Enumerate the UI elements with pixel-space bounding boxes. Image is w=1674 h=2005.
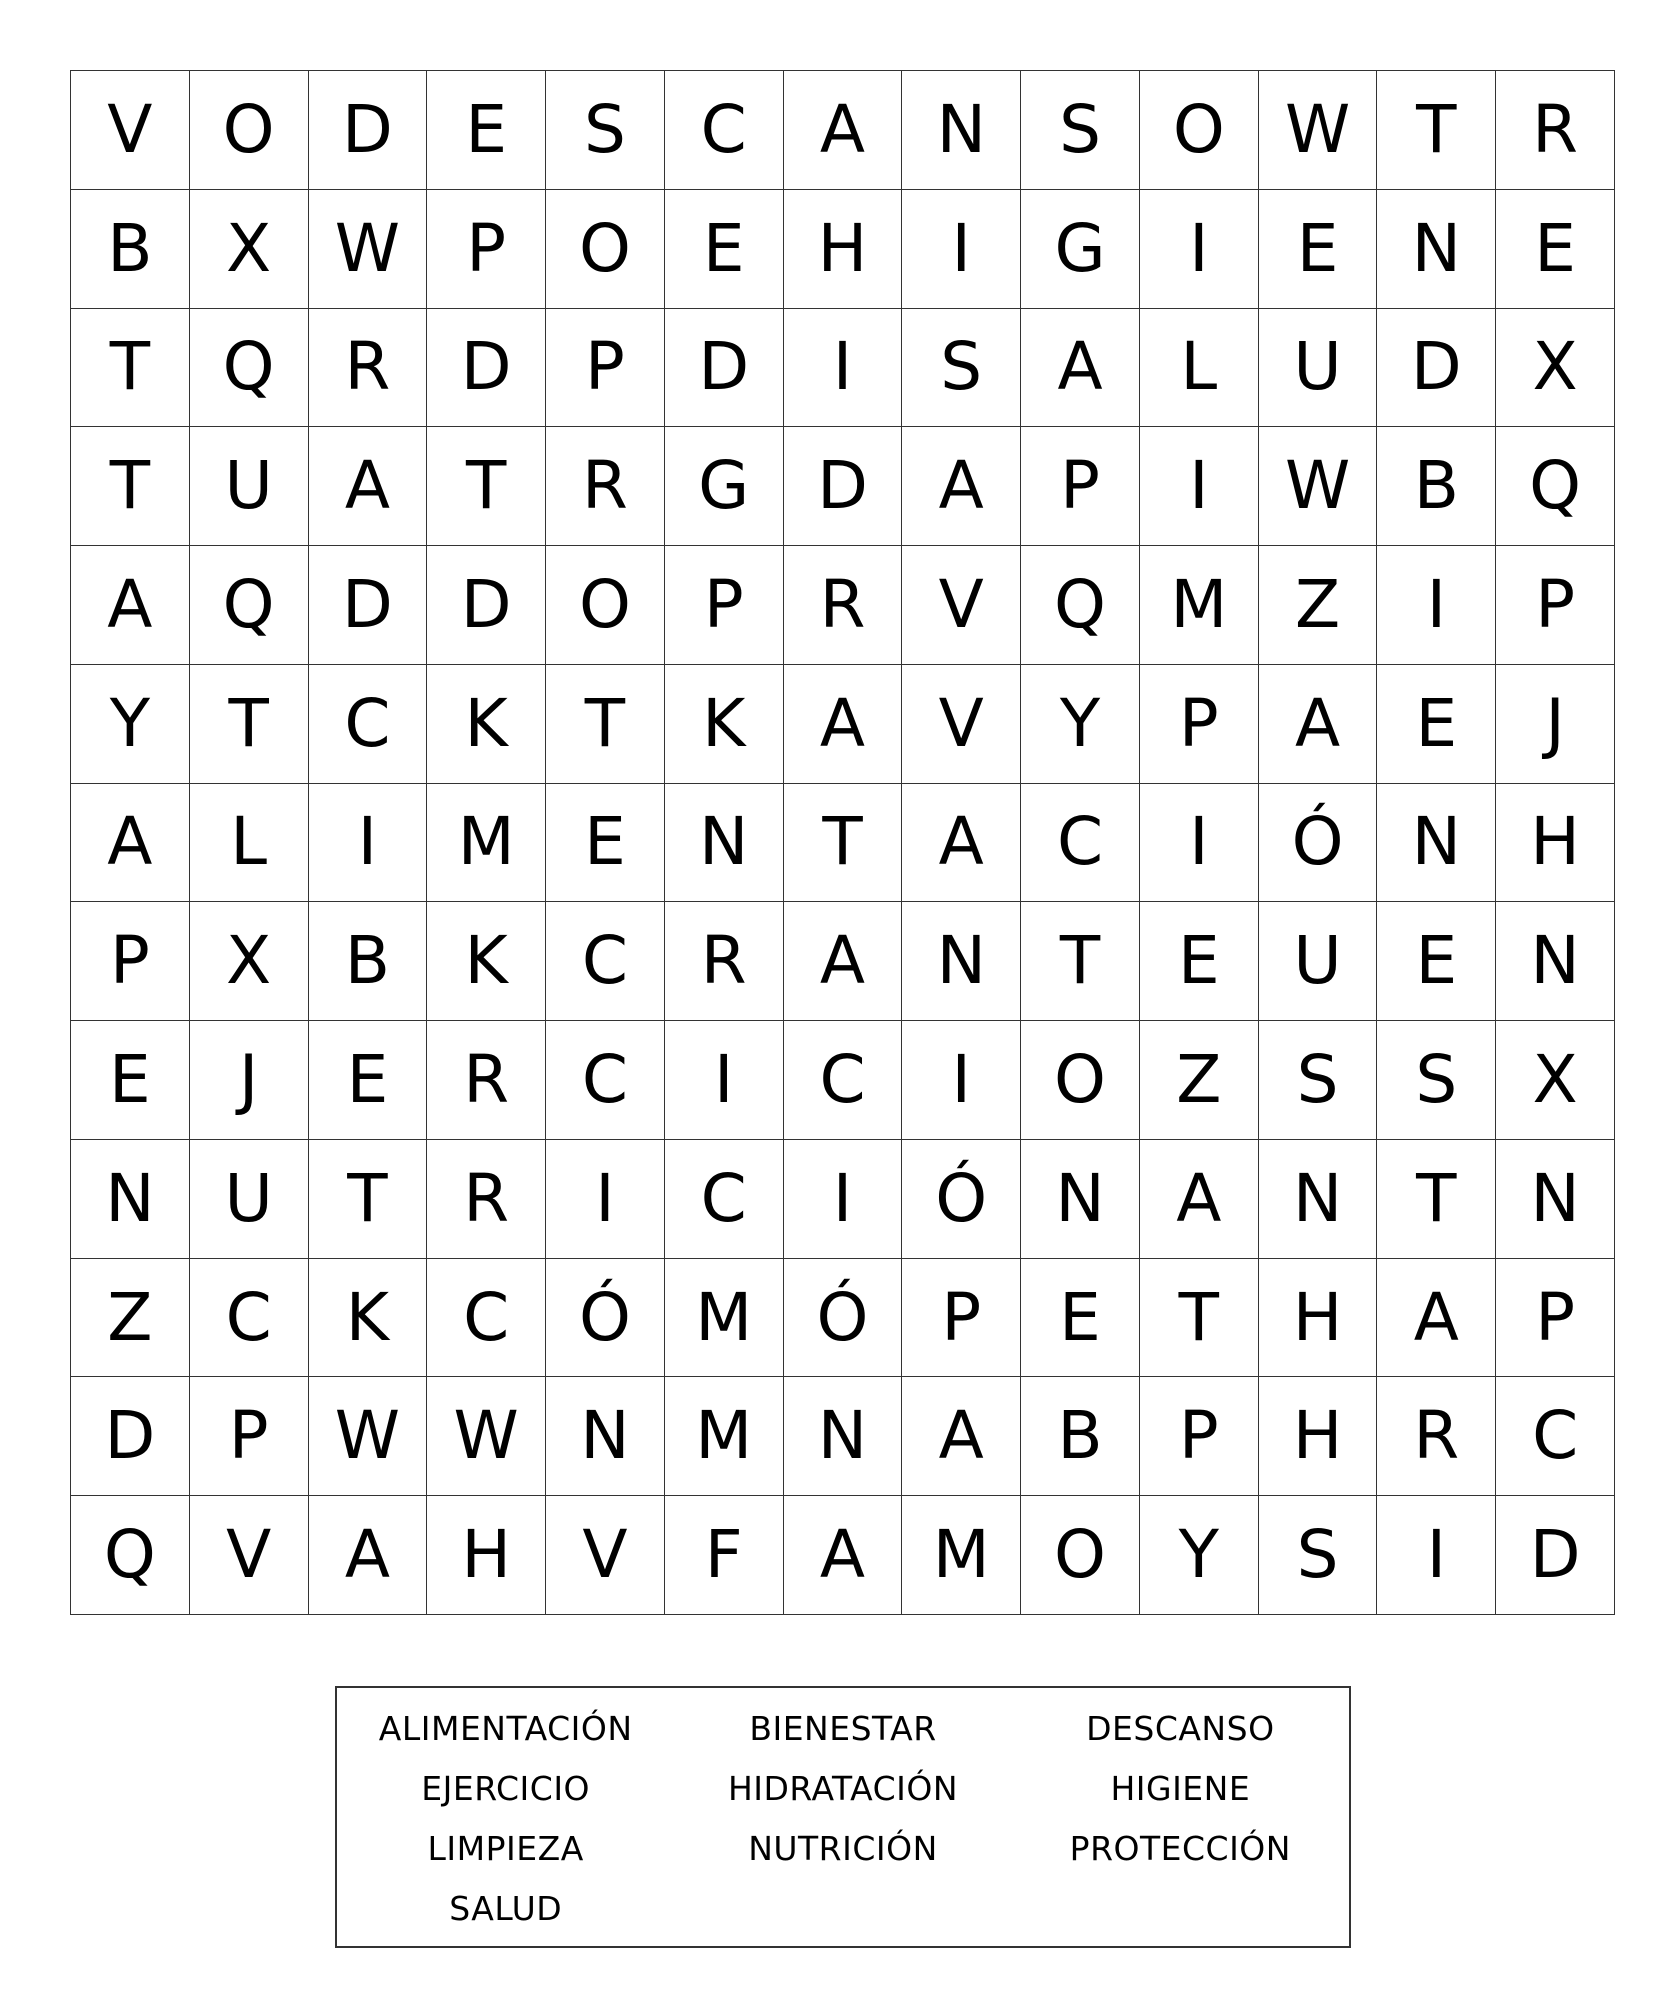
grid-cell[interactable]: C — [427, 1259, 546, 1378]
grid-cell[interactable]: A — [1377, 1259, 1496, 1378]
word-list-item: DESCANSO — [1086, 1708, 1275, 1748]
grid-cell[interactable]: I — [1377, 546, 1496, 665]
grid-cell[interactable]: P — [1140, 665, 1259, 784]
grid-cell[interactable]: H — [784, 190, 903, 309]
grid-cell[interactable]: J — [1496, 665, 1615, 784]
grid-cell[interactable]: V — [190, 1496, 309, 1615]
grid-cell[interactable]: D — [665, 309, 784, 428]
grid-cell[interactable]: Ó — [784, 1259, 903, 1378]
grid-cell[interactable]: C — [665, 1140, 784, 1259]
word-list-item: SALUD — [449, 1888, 563, 1928]
grid-cell[interactable]: N — [546, 1377, 665, 1496]
grid-cell[interactable]: G — [665, 427, 784, 546]
grid-cell[interactable]: D — [427, 309, 546, 428]
grid-cell[interactable]: E — [1021, 1259, 1140, 1378]
grid-cell[interactable]: N — [902, 71, 1021, 190]
grid-cell[interactable]: M — [427, 784, 546, 903]
word-list-item: LIMPIEZA — [427, 1828, 584, 1868]
word-list-item: PROTECCIÓN — [1069, 1828, 1291, 1868]
grid-cell[interactable]: A — [902, 784, 1021, 903]
grid-cell[interactable]: I — [784, 309, 903, 428]
grid-cell[interactable]: T — [71, 427, 190, 546]
grid-cell[interactable]: E — [1496, 190, 1615, 309]
grid-cell[interactable]: L — [190, 784, 309, 903]
grid-cell[interactable]: I — [665, 1021, 784, 1140]
grid-cell[interactable]: Q — [190, 546, 309, 665]
grid-cell[interactable]: S — [1259, 1021, 1378, 1140]
grid-cell[interactable]: B — [309, 902, 428, 1021]
grid-cell[interactable]: R — [546, 427, 665, 546]
grid-cell[interactable]: S — [1021, 71, 1140, 190]
grid-cell[interactable]: E — [71, 1021, 190, 1140]
grid-cell[interactable]: S — [1259, 1496, 1378, 1615]
grid-cell[interactable]: I — [902, 1021, 1021, 1140]
grid-cell[interactable]: H — [1496, 784, 1615, 903]
grid-cell[interactable]: X — [1496, 309, 1615, 428]
grid-cell[interactable]: D — [71, 1377, 190, 1496]
grid-cell[interactable]: O — [546, 190, 665, 309]
grid-cell[interactable]: Z — [1140, 1021, 1259, 1140]
grid-cell[interactable]: E — [1377, 902, 1496, 1021]
grid-cell[interactable]: Z — [1259, 546, 1378, 665]
grid-cell[interactable]: W — [309, 1377, 428, 1496]
grid-cell[interactable]: T — [1377, 1140, 1496, 1259]
grid-cell[interactable]: N — [1496, 902, 1615, 1021]
grid-cell[interactable]: X — [1496, 1021, 1615, 1140]
grid-cell[interactable]: E — [1259, 190, 1378, 309]
grid-cell[interactable]: N — [1377, 190, 1496, 309]
grid-cell[interactable]: P — [1140, 1377, 1259, 1496]
grid-cell[interactable]: K — [309, 1259, 428, 1378]
grid-cell[interactable]: T — [546, 665, 665, 784]
grid-cell[interactable]: M — [1140, 546, 1259, 665]
grid-cell[interactable]: C — [1021, 784, 1140, 903]
grid-cell[interactable]: O — [1140, 71, 1259, 190]
grid-cell[interactable]: W — [309, 190, 428, 309]
grid-cell[interactable]: Q — [1021, 546, 1140, 665]
grid-cell[interactable]: T — [71, 309, 190, 428]
grid-cell[interactable]: U — [190, 427, 309, 546]
grid-cell[interactable]: A — [1021, 309, 1140, 428]
grid-cell[interactable]: E — [546, 784, 665, 903]
grid-cell[interactable]: R — [1377, 1377, 1496, 1496]
grid-cell[interactable]: V — [902, 546, 1021, 665]
grid-cell[interactable]: S — [1377, 1021, 1496, 1140]
word-list-item: HIGIENE — [1110, 1768, 1251, 1808]
grid-cell[interactable]: R — [427, 1021, 546, 1140]
grid-cell[interactable]: S — [546, 71, 665, 190]
grid-cell[interactable]: T — [1021, 902, 1140, 1021]
grid-cell[interactable]: W — [1259, 427, 1378, 546]
grid-cell[interactable]: C — [546, 1021, 665, 1140]
grid-cell[interactable]: V — [902, 665, 1021, 784]
grid-cell[interactable]: P — [1021, 427, 1140, 546]
grid-cell[interactable]: T — [427, 427, 546, 546]
grid-cell[interactable]: R — [1496, 71, 1615, 190]
grid-cell[interactable]: P — [1496, 1259, 1615, 1378]
grid-cell[interactable]: E — [309, 1021, 428, 1140]
grid-cell[interactable]: W — [1259, 71, 1378, 190]
grid-cell[interactable]: O — [546, 546, 665, 665]
grid-cell[interactable]: U — [1259, 902, 1378, 1021]
grid-cell[interactable]: A — [902, 1377, 1021, 1496]
grid-cell[interactable]: D — [309, 71, 428, 190]
grid-cell[interactable]: Q — [1496, 427, 1615, 546]
grid-cell[interactable]: T — [1377, 71, 1496, 190]
grid-cell[interactable]: Y — [71, 665, 190, 784]
grid-cell[interactable]: G — [1021, 190, 1140, 309]
grid-cell[interactable]: I — [784, 1140, 903, 1259]
grid-cell[interactable]: A — [784, 665, 903, 784]
grid-cell[interactable]: K — [427, 665, 546, 784]
grid-cell[interactable]: A — [784, 902, 903, 1021]
grid-cell[interactable]: A — [784, 1496, 903, 1615]
grid-cell[interactable]: N — [665, 784, 784, 903]
grid-cell[interactable]: U — [1259, 309, 1378, 428]
grid-cell[interactable]: E — [1377, 665, 1496, 784]
grid-cell[interactable]: I — [1140, 427, 1259, 546]
grid-cell[interactable]: I — [546, 1140, 665, 1259]
grid-cell[interactable]: A — [1259, 665, 1378, 784]
grid-cell[interactable]: A — [309, 1496, 428, 1615]
grid-cell[interactable]: N — [902, 902, 1021, 1021]
grid-cell[interactable]: B — [71, 190, 190, 309]
grid-cell[interactable]: A — [902, 427, 1021, 546]
grid-cell[interactable]: A — [784, 71, 903, 190]
grid-cell[interactable]: A — [71, 784, 190, 903]
grid-cell[interactable]: N — [1259, 1140, 1378, 1259]
grid-cell[interactable]: Ó — [902, 1140, 1021, 1259]
grid-cell[interactable]: P — [1496, 546, 1615, 665]
grid-cell[interactable]: T — [309, 1140, 428, 1259]
grid-cell[interactable]: Y — [1021, 665, 1140, 784]
grid-cell[interactable]: N — [1377, 784, 1496, 903]
grid-cell[interactable]: Z — [71, 1259, 190, 1378]
grid-cell[interactable]: O — [190, 71, 309, 190]
grid-cell[interactable]: B — [1021, 1377, 1140, 1496]
grid-cell[interactable]: C — [665, 71, 784, 190]
grid-cell[interactable]: I — [1140, 784, 1259, 903]
grid-cell[interactable]: T — [190, 665, 309, 784]
grid-cell[interactable]: I — [902, 190, 1021, 309]
grid-cell[interactable]: X — [190, 190, 309, 309]
grid-cell[interactable]: K — [665, 665, 784, 784]
grid-cell[interactable]: S — [902, 309, 1021, 428]
grid-cell[interactable]: M — [665, 1259, 784, 1378]
grid-cell[interactable]: V — [71, 71, 190, 190]
grid-cell[interactable]: C — [190, 1259, 309, 1378]
grid-cell[interactable]: P — [427, 190, 546, 309]
grid-cell[interactable]: D — [427, 546, 546, 665]
grid-cell[interactable]: B — [1377, 427, 1496, 546]
grid-cell[interactable]: I — [1140, 190, 1259, 309]
grid-cell[interactable]: L — [1140, 309, 1259, 428]
grid-cell[interactable]: C — [784, 1021, 903, 1140]
grid-cell[interactable]: C — [546, 902, 665, 1021]
grid-cell[interactable]: M — [665, 1377, 784, 1496]
word-list-item: ALIMENTACIÓN — [378, 1708, 633, 1748]
grid-cell[interactable]: H — [1259, 1259, 1378, 1378]
grid-cell[interactable]: N — [1496, 1140, 1615, 1259]
grid-cell[interactable]: K — [427, 902, 546, 1021]
word-list-item: BIENESTAR — [749, 1708, 937, 1748]
grid-cell[interactable]: N — [1021, 1140, 1140, 1259]
grid-cell[interactable]: Q — [190, 309, 309, 428]
grid-cell[interactable]: I — [309, 784, 428, 903]
grid-cell[interactable]: Q — [71, 1496, 190, 1615]
grid-cell[interactable]: E — [427, 71, 546, 190]
grid-cell[interactable]: O — [1021, 1021, 1140, 1140]
grid-cell[interactable]: R — [309, 309, 428, 428]
grid-cell[interactable]: N — [784, 1377, 903, 1496]
grid-cell[interactable]: A — [71, 546, 190, 665]
word-list — [335, 1686, 1351, 1948]
grid-cell[interactable]: R — [427, 1140, 546, 1259]
grid-cell[interactable]: C — [309, 665, 428, 784]
grid-cell[interactable]: O — [1021, 1496, 1140, 1615]
grid-cell[interactable]: J — [190, 1021, 309, 1140]
grid-cell[interactable]: P — [665, 546, 784, 665]
grid-cell[interactable]: D — [1496, 1496, 1615, 1615]
grid-cell[interactable]: H — [427, 1496, 546, 1615]
grid-cell[interactable]: P — [71, 902, 190, 1021]
grid-cell[interactable]: R — [784, 546, 903, 665]
grid-cell[interactable]: E — [1140, 902, 1259, 1021]
grid-cell[interactable]: Ó — [546, 1259, 665, 1378]
grid-cell[interactable]: Ó — [1259, 784, 1378, 903]
grid-cell[interactable]: T — [784, 784, 903, 903]
grid-cell[interactable]: N — [71, 1140, 190, 1259]
grid-cell[interactable]: C — [1496, 1377, 1615, 1496]
word-list-item: EJERCICIO — [421, 1768, 591, 1808]
grid-cell[interactable]: P — [546, 309, 665, 428]
grid-cell[interactable]: A — [309, 427, 428, 546]
word-list-item: NUTRICIÓN — [748, 1828, 938, 1868]
grid-cell[interactable]: X — [190, 902, 309, 1021]
grid-cell[interactable]: R — [665, 902, 784, 1021]
word-list-item: HIDRATACIÓN — [727, 1768, 959, 1808]
grid-cell[interactable]: E — [665, 190, 784, 309]
grid-cell[interactable]: A — [1140, 1140, 1259, 1259]
grid-cell[interactable]: D — [309, 546, 428, 665]
grid-cell[interactable]: P — [902, 1259, 1021, 1378]
grid-cell[interactable]: D — [784, 427, 903, 546]
grid-cell[interactable]: T — [1140, 1259, 1259, 1378]
grid-cell[interactable]: Y — [1140, 1496, 1259, 1615]
letter-grid — [70, 70, 1615, 1615]
grid-cell[interactable]: I — [1377, 1496, 1496, 1615]
grid-cell[interactable]: H — [1259, 1377, 1378, 1496]
grid-cell[interactable]: F — [665, 1496, 784, 1615]
grid-cell[interactable]: V — [546, 1496, 665, 1615]
grid-cell[interactable]: U — [190, 1140, 309, 1259]
grid-cell[interactable]: P — [190, 1377, 309, 1496]
grid-cell[interactable]: D — [1377, 309, 1496, 428]
grid-cell[interactable]: M — [902, 1496, 1021, 1615]
grid-cell[interactable]: W — [427, 1377, 546, 1496]
